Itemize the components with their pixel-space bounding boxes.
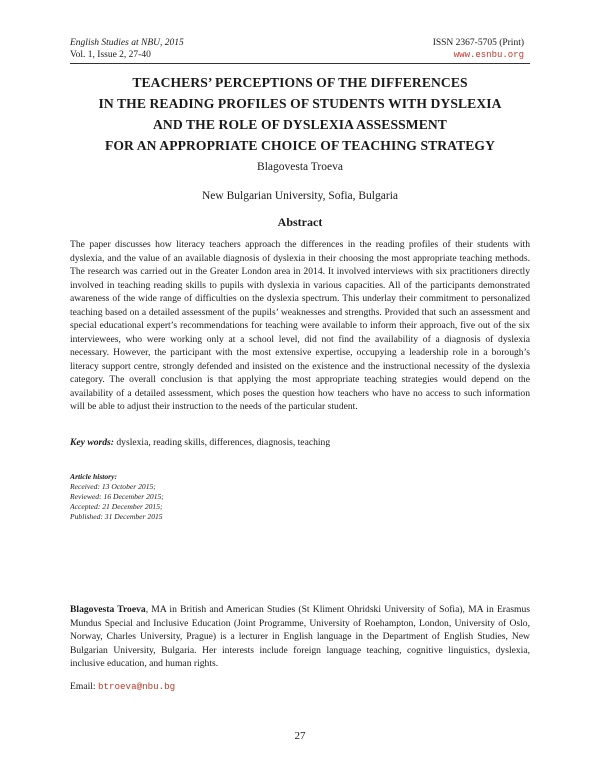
title-line: IN THE READING PROFILES OF STUDENTS WITH DYSLEXIA <box>98 96 502 111</box>
volume-issue: Vol. 1, Issue 2, 27-40 <box>70 50 151 60</box>
author-affiliation: New Bulgarian University, Sofia, Bulgaria <box>202 190 398 202</box>
header-divider <box>70 63 530 64</box>
page-number: 27 <box>294 730 306 742</box>
abstract-text: The paper discusses how literacy teachers approach the differences in the reading profiles of their students with dyslexia, and the value of an available diagnosis of dyslexia in their choosing the most appropriate teaching methods. The research was carried out in the Greater London area in 2014. It involved interviews with six practitioners directly involved in teaching reading skills to pupils with dyslexia in various capacities. All of the participants demonstrated awareness of the wide range of difficulties on the dyslexia spectrum. This underlay their commitment to personalized teaching based on a detailed assessment of the pupils’ weaknesses and strengths. Provided that such an assessment and special educational expert’s recommendations for teaching were available to inform their approach, five out of the six interviewees, who were working only at a school level, did not find the availability of a diagnosis of dyslexia necessary. However, the participant with the most extensive expertise, occupying a leadership role in a borough’s literacy support centre, strongly defended and insisted on the existence and the instructional necessity of the dyslexia category. The overall conclusion is that applying the most appropriate teaching strategies would depend on the availability of a detailed assessment, which poses the question how teachers who have no access to such information will be able to adjust their instruction to the needs of the particular student. <box>70 239 530 412</box>
author-bio <box>70 603 530 671</box>
history-published: Published: 31 December 2015 <box>70 512 163 521</box>
paper-title <box>60 72 540 156</box>
bio-name: Blagovesta Troeva <box>70 604 146 615</box>
history-received: Received: 13 October 2015; <box>70 482 156 491</box>
journal-name: English Studies at NBU, 2015 <box>70 38 184 48</box>
author-name: Blagovesta Troeva <box>257 161 343 173</box>
keywords-text: dyslexia, reading skills, differences, diagnosis, teaching <box>116 437 331 448</box>
keywords-label: Key words: <box>70 437 114 448</box>
issn: ISSN 2367-5705 (Print) <box>432 38 524 48</box>
history-reviewed: Reviewed: 16 December 2015; <box>70 492 164 501</box>
journal-header-right <box>433 37 524 61</box>
journal-header-left <box>70 37 184 61</box>
abstract-heading: Abstract <box>277 215 323 229</box>
keywords <box>70 436 530 449</box>
email-link[interactable]: btroeva@nbu.bg <box>97 681 176 692</box>
author-email <box>70 680 175 693</box>
title-line: TEACHERS’ PERCEPTIONS OF THE DIFFERENCES <box>132 75 468 90</box>
title-line: FOR AN APPROPRIATE CHOICE OF TEACHING STRATEGY <box>104 138 496 153</box>
history-accepted: Accepted: 21 December 2015; <box>70 502 163 511</box>
title-line: AND THE ROLE OF DYSLEXIA ASSESSMENT <box>153 117 447 132</box>
bio-text: , MA in British and American Studies (St Kliment Ohridski University of Sofia), MA in Erasmus Mundus Special and Inclusive Education (Joint Programme, University of Roehampton, London, University of Oslo, Norway, Charles University, Prague) is a lecturer in English language in the Department of English Studies, New Bulgarian University, Bulgaria. Her interests include foreign language teaching, cognitive linguistics, dyslexia, inclusive education, and human rights. <box>70 604 530 669</box>
history-label: Article history: <box>70 472 118 481</box>
website-link[interactable]: www.esnbu.org <box>453 50 524 60</box>
email-label: Email: <box>70 681 96 692</box>
article-history <box>70 472 164 522</box>
